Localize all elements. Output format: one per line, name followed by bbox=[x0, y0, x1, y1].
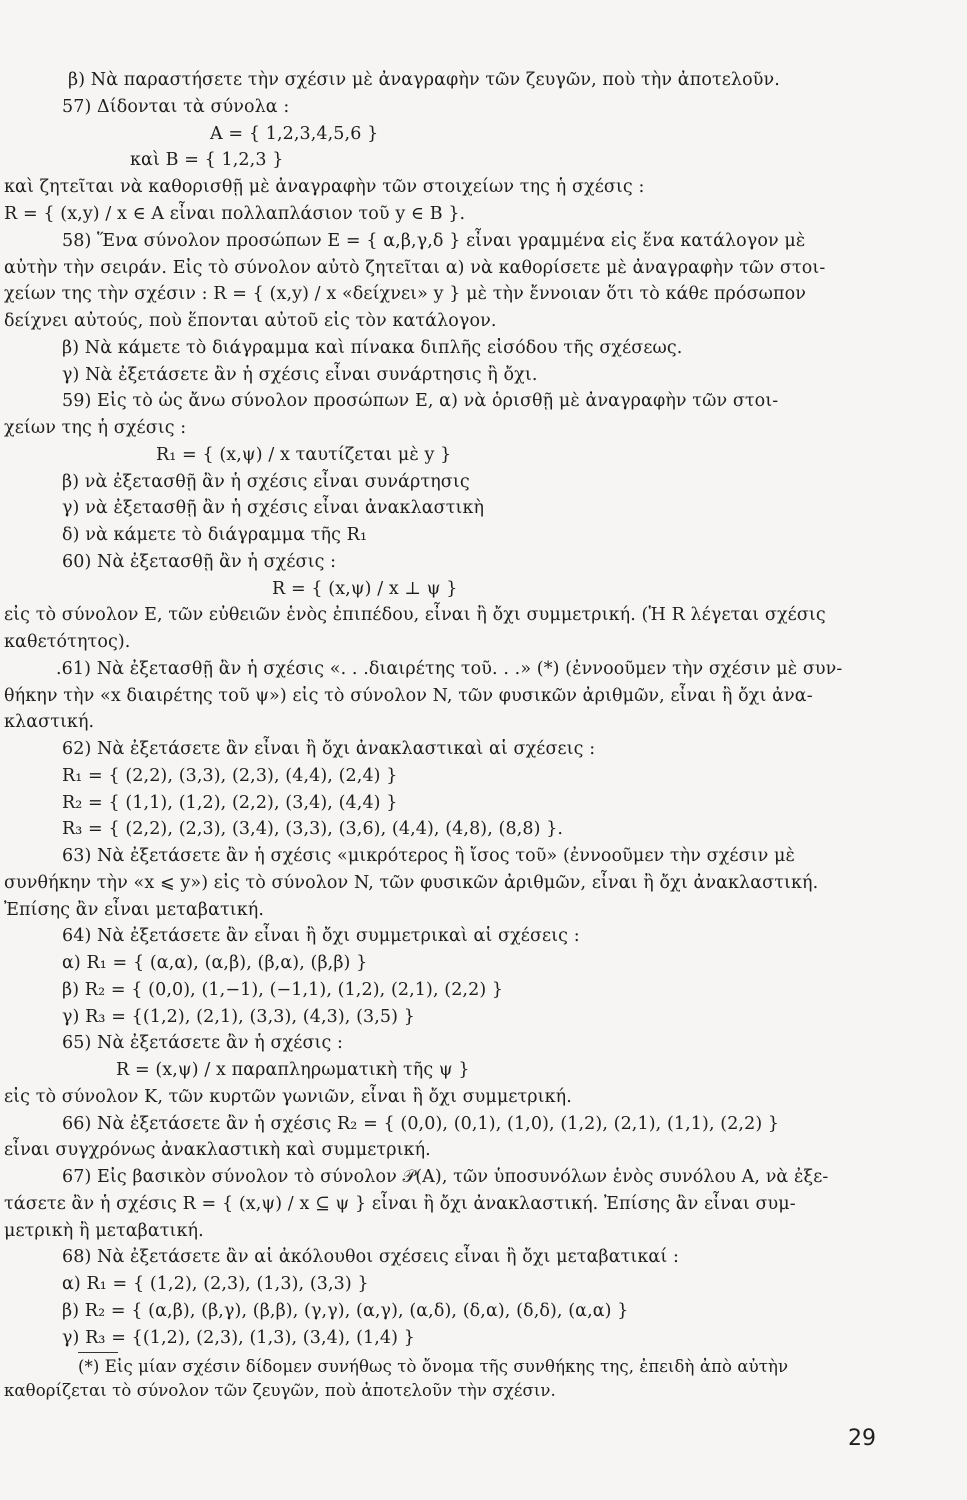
exercise-58: 58) Ἕνα σύνολον προσώπων E = { α,β,γ,δ } εἶναι γραμμένα εἰς ἕνα κατάλογον μὲ bbox=[62, 231, 806, 251]
exercise-66: 66) Νὰ ἐξετάσετε ἂν ἡ σχέσις R₂ = { (0,0), (0,1), (1,0), (1,2), (2,1), (1,1), (2,2) } bbox=[62, 1114, 780, 1134]
relation-formula: R = { (x,ψ) / x ⊥ ψ } bbox=[272, 579, 458, 599]
text-line: β) Νὰ κάμετε τὸ διάγραμμα καὶ πίνακα διπλῆς εἰσόδου τῆς σχέσεως. bbox=[62, 338, 683, 358]
text-line: δείχνει αὐτούς, ποὺ ἕπονται αὐτοῦ εἰς τὸν κατάλογον. bbox=[4, 311, 497, 331]
set-b: καὶ B = { 1,2,3 } bbox=[130, 150, 284, 170]
relation-formula: γ) R₃ = {(1,2), (2,1), (3,3), (4,3), (3,5) } bbox=[62, 1007, 415, 1027]
text-line: γ) Νὰ ἐξετάσετε ἂν ἡ σχέσις εἶναι συνάρτησις ἢ ὄχι. bbox=[62, 365, 538, 385]
text-line: εἰς τὸ σύνολον K, τῶν κυρτῶν γωνιῶν, εἶναι ἢ ὄχι συμμετρική. bbox=[4, 1087, 572, 1107]
exercise-68: 68) Νὰ ἐξετάσετε ἂν αἱ ἀκόλουθοι σχέσεις εἶναι ἢ ὄχι μεταβατικαί : bbox=[62, 1247, 679, 1267]
text-line: β) νὰ ἐξετασθῇ ἂν ἡ σχέσις εἶναι συνάρτησις bbox=[62, 472, 470, 492]
text-line: θήκην τὴν «x διαιρέτης τοῦ ψ») εἰς τὸ σύνολον N, τῶν φυσικῶν ἀριθμῶν, εἶναι ἢ ὄχι ἀνα- bbox=[4, 686, 813, 706]
relation-formula: γ) R₃ = {(1,2), (2,3), (1,3), (3,4), (1,4) } bbox=[62, 1328, 415, 1348]
exercise-65: 65) Νὰ ἐξετάσετε ἂν ἡ σχέσις : bbox=[62, 1033, 344, 1053]
exercise-63: 63) Νὰ ἐξετάσετε ἂν ἡ σχέσις «μικρότερος ἢ ἴσος τοῦ» (ἐννοοῦμεν τὴν σχέσιν μὲ bbox=[62, 846, 795, 866]
footnote-line: (*) Εἰς μίαν σχέσιν δίδομεν συνήθως τὸ ὄνομα τῆς συνθήκης της, ἐπειδὴ ἀπὸ αὐτὴν bbox=[78, 1357, 789, 1376]
text-line: μετρικὴ ἢ μεταβατική. bbox=[4, 1221, 204, 1241]
relation-formula: R = { (x,y) / x ∈ A εἶναι πολλαπλάσιον τοῦ y ∈ B }. bbox=[4, 204, 466, 224]
text-line: β) Νὰ παραστήσετε τὴν σχέσιν μὲ ἀναγραφὴν τῶν ζευγῶν, ποὺ τὴν ἀποτελοῦν. bbox=[68, 70, 780, 90]
exercise-67: 67) Εἰς βασικὸν σύνολον τὸ σύνολον 𝒫(A), τῶν ὑποσυνόλων ἑνὸς συνόλου A, νὰ ἐξε- bbox=[62, 1167, 829, 1187]
footnote-divider bbox=[78, 1352, 118, 1353]
exercise-60: 60) Νὰ ἐξετασθῇ ἂν ἡ σχέσις : bbox=[62, 552, 337, 572]
text-line: καθετότητος). bbox=[4, 632, 131, 652]
relation-formula: α) R₁ = { (α,α), (α,β), (β,α), (β,β) } bbox=[62, 953, 368, 973]
exercise-62: 62) Νὰ ἐξετάσετε ἂν εἶναι ἢ ὄχι ἀνακλαστικαὶ αἱ σχέσεις : bbox=[62, 739, 596, 759]
exercise-59: 59) Εἰς τὸ ὡς ἄνω σύνολον προσώπων E, α) νὰ ὁρισθῇ μὲ ἀναγραφὴν τῶν στοι- bbox=[62, 391, 779, 411]
text-line: τάσετε ἂν ἡ σχέσις R = { (x,ψ) / x ⊆ ψ } εἶναι ἢ ὄχι ἀνακλαστική. Ἐπίσης ἂν εἶναι συμ- bbox=[4, 1194, 796, 1214]
relation-formula: β) R₂ = { (α,β), (β,γ), (β,β), (γ,γ), (α,γ), (α,δ), (δ,α), (δ,δ), (α,α) } bbox=[62, 1301, 629, 1321]
relation-formula: α) R₁ = { (1,2), (2,3), (1,3), (3,3) } bbox=[62, 1274, 369, 1294]
page-number: 29 bbox=[848, 1426, 876, 1451]
text-line: κλαστική. bbox=[4, 712, 95, 732]
text-line: εἰς τὸ σύνολον E, τῶν εὐθειῶν ἑνὸς ἐπιπέδου, εἶναι ἢ ὄχι συμμετρική. (Ἡ R λέγεται σχέσις bbox=[4, 605, 826, 625]
text-line: δ) νὰ κάμετε τὸ διάγραμμα τῆς R₁ bbox=[62, 525, 368, 545]
relation-formula: β) R₂ = { (0,0), (1,−1), (−1,1), (1,2), (2,1), (2,2) } bbox=[62, 980, 504, 1000]
exercise-57: 57) Δίδονται τὰ σύνολα : bbox=[62, 97, 290, 117]
text-line: καὶ ζητεῖται νὰ καθορισθῇ μὲ ἀναγραφὴν τῶν στοιχείων της ἡ σχέσις : bbox=[4, 177, 645, 197]
text-line: Ἐπίσης ἂν εἶναι μεταβατική. bbox=[4, 900, 265, 920]
exercise-61: .61) Νὰ ἐξετασθῇ ἂν ἡ σχέσις «. . .διαιρέτης τοῦ. . .» (*) (ἐννοοῦμεν τὴν σχέσιν μὲ συν- bbox=[56, 659, 843, 679]
text-line: γ) νὰ ἐξετασθῇ ἂν ἡ σχέσις εἶναι ἀνακλαστικὴ bbox=[62, 498, 485, 518]
exercise-64: 64) Νὰ ἐξετάσετε ἂν εἶναι ἢ ὄχι συμμετρικαὶ αἱ σχέσεις : bbox=[62, 926, 580, 946]
text-line: χείων της τὴν σχέσιν : R = { (x,y) / x «δείχνει» y } μὲ τὴν ἔννοιαν ὅτι τὸ κάθε πρόσωπον bbox=[4, 284, 806, 304]
footnote-line: καθορίζεται τὸ σύνολον τῶν ζευγῶν, ποὺ ἀποτελοῦν τὴν σχέσιν. bbox=[4, 1381, 556, 1400]
set-a: A = { 1,2,3,4,5,6 } bbox=[210, 124, 379, 144]
text-line: συνθήκην τὴν «x ⩽ y») εἰς τὸ σύνολον N, τῶν φυσικῶν ἀριθμῶν, εἶναι ἢ ὄχι ἀνακλαστική. bbox=[4, 873, 819, 893]
relation-formula: R₃ = { (2,2), (2,3), (3,4), (3,3), (3,6), (4,4), (4,8), (8,8) }. bbox=[62, 819, 564, 839]
relation-formula: R₁ = { (2,2), (3,3), (2,3), (4,4), (2,4) } bbox=[62, 766, 398, 786]
text-line: χείων της ἡ σχέσις : bbox=[4, 418, 187, 438]
relation-formula: R₂ = { (1,1), (1,2), (2,2), (3,4), (4,4) } bbox=[62, 793, 398, 813]
relation-formula: R₁ = { (x,ψ) / x ταυτίζεται μὲ y } bbox=[156, 445, 452, 465]
text-line: αὐτὴν τὴν σειράν. Εἰς τὸ σύνολον αὐτὸ ζητεῖται α) νὰ καθορίσετε μὲ ἀναγραφὴν τῶν στοι- bbox=[4, 258, 826, 278]
relation-formula: R = (x,ψ) / x παραπληρωματικὴ τῆς ψ } bbox=[116, 1060, 470, 1080]
text-line: εἶναι συγχρόνως ἀνακλαστικὴ καὶ συμμετρική. bbox=[4, 1140, 431, 1160]
